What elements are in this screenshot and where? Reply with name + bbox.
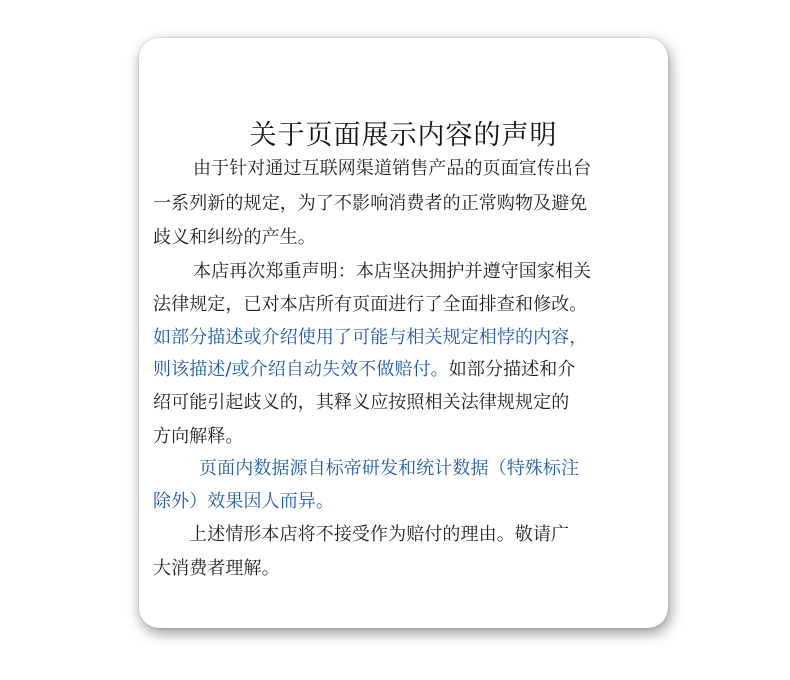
paragraph-2-line-6: 方向解释。	[153, 426, 244, 447]
paragraph-2-line-2: 法律规定，已对本店所有页面进行了全面排查和修改。	[153, 294, 588, 315]
paragraph-4-line-1: 上述情形本店将不接受作为赔付的理由。敬请广	[189, 524, 570, 545]
paragraph-2-line-4-highlight: 则该描述/或介绍自动失效不做赔付。	[153, 359, 449, 380]
paragraph-3-line-2: 除外）效果因人而异。	[153, 491, 334, 512]
paragraph-4-line-2: 大消费者理解。	[153, 558, 280, 579]
paragraph-1-line-2: 一系列新的规定，为了不影响消费者的正常购物及避免	[153, 193, 588, 214]
paragraph-3-line-1: 页面内数据源自标帝研发和统计数据（特殊标注	[199, 458, 580, 479]
paragraph-2-line-5: 绍可能引起歧义的，其释义应按照相关法律规规定的	[153, 392, 570, 413]
paragraph-2-line-1: 本店再次郑重声明：本店坚决拥护并遵守国家相关	[193, 261, 592, 282]
page-title: 关于页面展示内容的声明	[249, 120, 558, 151]
paragraph-2-line-4-rest: 如部分描述和介	[448, 359, 576, 380]
paragraph-2-line-3-highlight: 如部分描述或介绍使用了可能与相关规定相悖的内容，	[153, 327, 588, 348]
paragraph-1-line-3: 歧义和纠纷的产生。	[153, 227, 316, 248]
paragraph-2-line-4	[153, 357, 575, 383]
paragraph-1-line-1: 由于针对通过互联网渠道销售产品的页面宣传出台	[193, 158, 592, 179]
